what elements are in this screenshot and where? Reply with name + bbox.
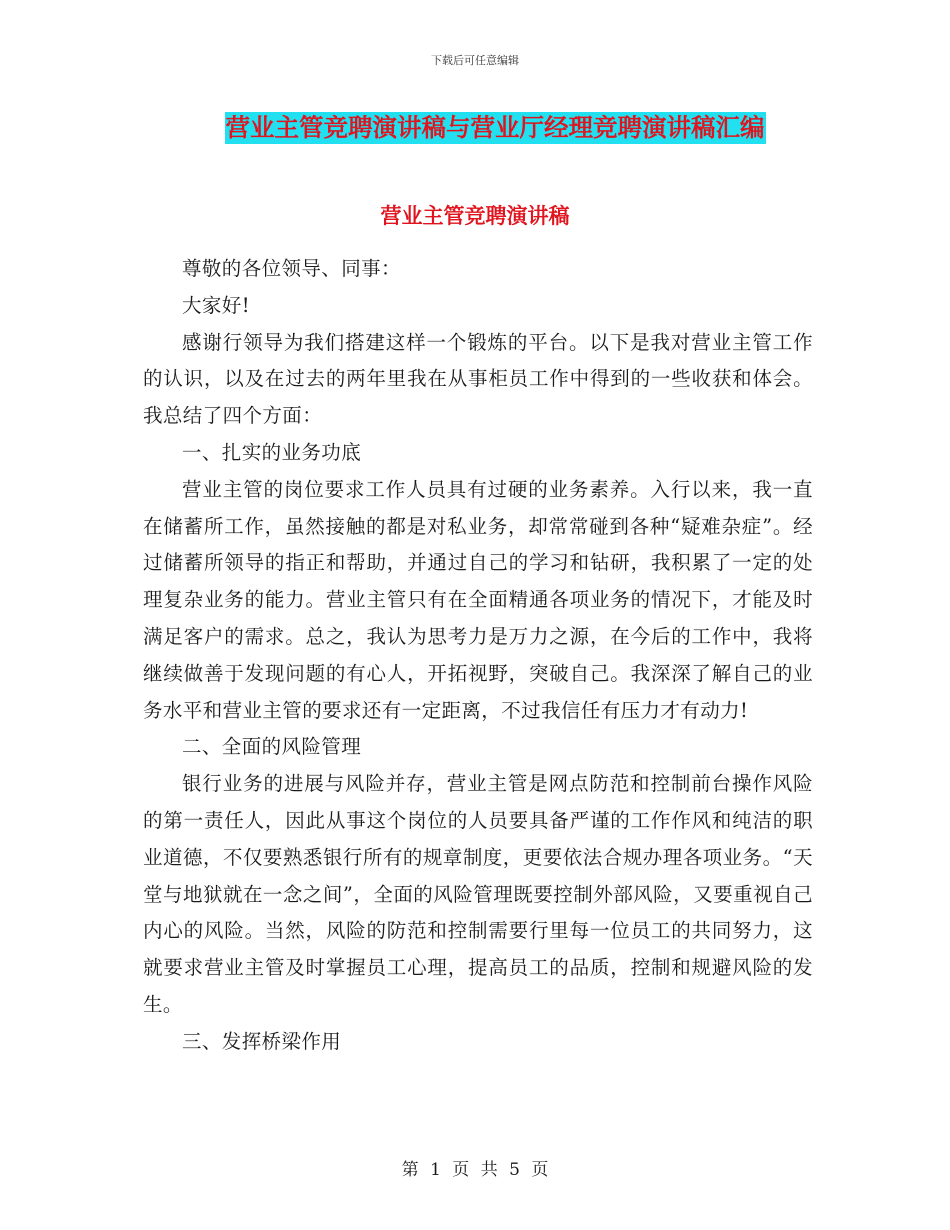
document-body: [143, 219, 813, 1061]
main-title-wrapper: [0, 112, 950, 144]
section-heading-3: 三、发挥桥梁作用: [182, 1029, 342, 1053]
page-footer: 第 1 页 共 5 页: [401, 1160, 549, 1180]
section-heading-1: 一、扎实的业务功底: [182, 440, 362, 464]
body-paragraph: 银行业务的进展与风险并存，营业主管是网点防范和控制前台操作风险的第一责任人，因此从事这个岗位的人员要具备严谨的工作作风和纯洁的职业道德，不仅要熟悉银行所有的规章制度，更要依法合规办理各项业务。“天堂与地狱就在一念之间”，全面的风险管理既要控制外部风险，又要重视自己内心的风险。当然，风险的防范和控制需要行里每一位员工的共同努力，这就要求营业主管及时掌握员工心理，提高员工的品质，控制和规避风险的发生。: [143, 772, 813, 1016]
body-paragraph: 感谢行领导为我们搭建这样一个锻炼的平台。以下是我对营业主管工作的认识，以及在过去的两年里我在从事柜员工作中得到的一些收获和体会。我总结了四个方面：: [143, 330, 813, 428]
header-note: 下载后可任意编辑: [431, 54, 519, 67]
document-main-title: 营业主管竞聘演讲稿与营业厅经理竞聘演讲稿汇编: [225, 113, 765, 142]
greeting-paragraph: 大家好!: [182, 293, 250, 317]
section-heading-2: 二、全面的风险管理: [182, 735, 362, 759]
salutation-paragraph: 尊敬的各位领导、同事：: [182, 257, 401, 280]
body-paragraph: 营业主管的岗位要求工作人员具有过硬的业务素养。入行以来，我一直在储蓄所工作，虽然接触的都是对私业务，却常常碰到各种“疑难杂症”。经过储蓄所领导的指正和帮助，并通过自己的学习和钻研，我积累了一定的处理复杂业务的能力。营业主管只有在全面精通各项业务的情况下，才能及时满足客户的需求。总之，我认为思考力是万力之源，在今后的工作中，我将继续做善于发现问题的有心人，开拓视野，突破自己。我深深了解自己的业务水平和营业主管的要求还有一定距离，不过我信任有压力才有动力!: [143, 477, 813, 722]
section-title: 营业主管竞聘演讲稿: [380, 204, 570, 228]
